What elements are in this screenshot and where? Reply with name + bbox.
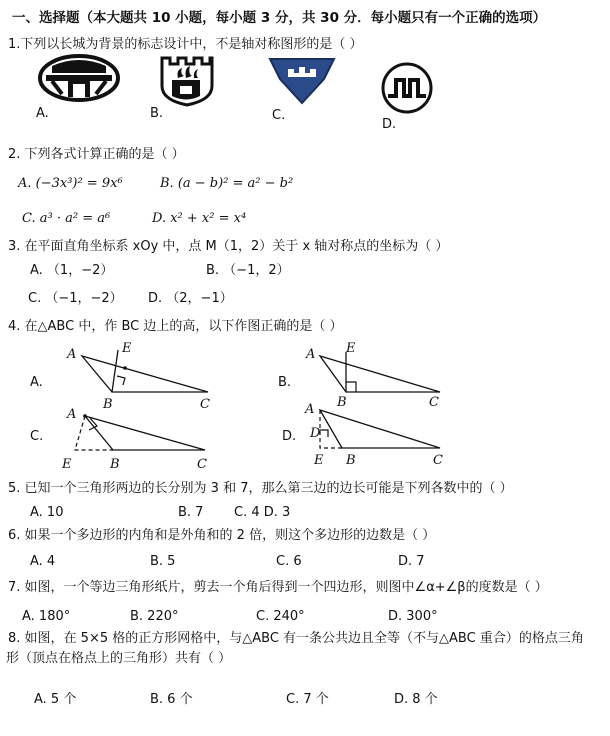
q1-label-c[interactable]: C. <box>272 108 286 123</box>
q1-stem: 1.下列以长城为背景的标志设计中，不是轴对称图形的是（ ） <box>8 37 363 52</box>
q4-label-b[interactable]: B. <box>278 375 292 390</box>
logo-c[interactable] <box>268 57 336 105</box>
q2-option-d[interactable]: D. x² + x² = x⁴ <box>152 211 247 226</box>
q4-d-point-d: D <box>310 426 321 441</box>
q8-option-a[interactable]: A. 5 个 <box>34 692 77 707</box>
q6-option-b[interactable]: B. 5 <box>150 554 176 569</box>
q6-option-c[interactable]: C. 6 <box>276 554 302 569</box>
q4-b-point-a: A <box>306 347 316 362</box>
q4-b-point-e: E <box>346 341 356 356</box>
q4-label-c[interactable]: C. <box>30 429 44 444</box>
q8-option-c[interactable]: C. 7 个 <box>286 692 329 707</box>
q7-option-b[interactable]: B. 220° <box>130 609 179 624</box>
q3-option-b[interactable]: B. （−1，2） <box>206 263 290 278</box>
q4-stem: 4. 在△ABC 中，作 BC 边上的高，以下作图正确的是（ ） <box>8 319 343 334</box>
q4-label-d[interactable]: D. <box>282 429 297 444</box>
q7-option-a[interactable]: A. 180° <box>22 609 71 624</box>
q1-label-a[interactable]: A. <box>36 106 49 121</box>
q3-option-a[interactable]: A. （1，−2） <box>30 263 114 278</box>
q4-a-point-e: E <box>122 341 132 356</box>
q8-option-d[interactable]: D. 8 个 <box>394 692 438 707</box>
q4-figure-d[interactable] <box>300 400 460 472</box>
q6-option-a[interactable]: A. 4 <box>30 554 56 569</box>
q4-label-a[interactable]: A. <box>30 375 43 390</box>
q5-option-b[interactable]: B. 7 <box>178 505 204 520</box>
q8-stem-line2: 形（顶点在格点上的三角形）共有（ ） <box>6 651 232 666</box>
q2-stem: 2. 下列各式计算正确的是（ ） <box>8 147 185 162</box>
q4-b-point-b: B <box>337 395 347 410</box>
logo-d[interactable] <box>380 62 434 114</box>
q1-label-d[interactable]: D. <box>382 117 397 132</box>
logo-b[interactable] <box>158 56 214 106</box>
q4-c-point-b: B <box>110 457 120 472</box>
q3-option-c[interactable]: C. （−1，−2） <box>28 291 123 306</box>
q4-c-point-c: C <box>197 457 207 472</box>
q7-option-d[interactable]: D. 300° <box>388 609 438 624</box>
q6-option-d[interactable]: D. 7 <box>398 554 425 569</box>
q8-option-b[interactable]: B. 6 个 <box>150 692 193 707</box>
q5-stem: 5. 已知一个三角形两边的长分别为 3 和 7，那么第三边的边长可能是下列各数中的（ ） <box>8 481 513 496</box>
q3-option-d[interactable]: D. （2，−1） <box>148 291 233 306</box>
q8-stem-line1: 8. 如图，在 5×5 格的正方形网格中，与△ABC 有一条公共边且全等（不与△ABC 重合）的格点三角 <box>8 631 584 646</box>
q4-d-point-e: E <box>314 453 324 468</box>
q3-stem: 3. 在平面直角坐标系 xOy 中，点 M（1，2）关于 x 轴对称点的坐标为（ ） <box>8 239 449 254</box>
q4-b-point-c: C <box>429 395 439 410</box>
q4-d-point-c: C <box>433 453 443 468</box>
q1-label-b[interactable]: B. <box>150 106 164 121</box>
q4-a-point-a: A <box>67 347 77 362</box>
q7-option-c[interactable]: C. 240° <box>256 609 305 624</box>
q2-option-b[interactable]: B. (a − b)² = a² − b² <box>160 176 294 191</box>
q4-a-point-c: C <box>200 397 210 412</box>
logo-a[interactable] <box>38 54 120 102</box>
q7-stem: 7. 如图，一个等边三角形纸片，剪去一个角后得到一个四边形，则图中∠α+∠β的度数是（ ） <box>8 580 548 595</box>
q5-option-a[interactable]: A. 10 <box>30 505 64 520</box>
q4-d-point-a: A <box>305 402 315 417</box>
q2-option-c[interactable]: C. a³ · a² = a⁶ <box>22 211 111 226</box>
q4-c-point-a: A <box>67 407 77 422</box>
q2-option-a[interactable]: A. (−3x³)² = 9x⁶ <box>18 176 123 191</box>
q4-a-point-b: B <box>103 397 113 412</box>
section-title: 一、选择题（本大题共 10 小题，每小题 3 分，共 30 分．每小题只有一个正确的选项） <box>12 10 547 26</box>
q4-c-point-e: E <box>62 457 72 472</box>
q6-stem: 6. 如果一个多边形的内角和是外角和的 2 倍，则这个多边形的边数是（ ） <box>8 528 436 543</box>
q5-option-cd[interactable]: C. 4 D. 3 <box>234 505 291 520</box>
q4-figure-c[interactable] <box>55 400 225 472</box>
q4-d-point-b: B <box>346 453 356 468</box>
